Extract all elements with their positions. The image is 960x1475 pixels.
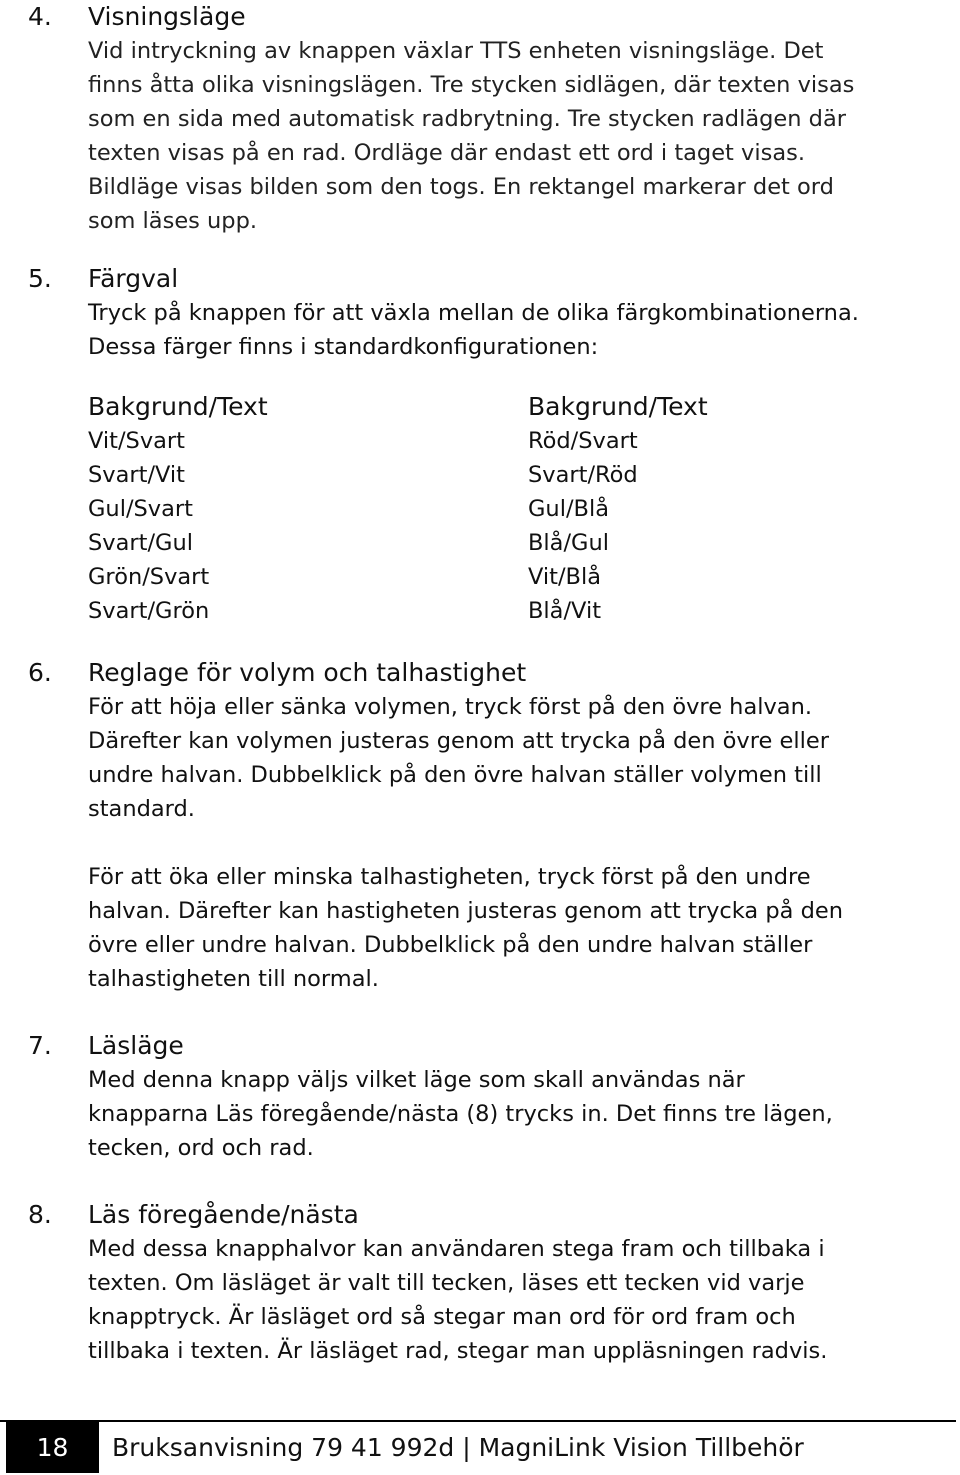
body-line: som läses upp. xyxy=(88,208,258,234)
color-column-left xyxy=(88,390,268,628)
body-line: För att höja eller sänka volymen, tryck först på den övre halvan. xyxy=(88,694,812,720)
section-title: Reglage för volym och talhastighet xyxy=(88,658,527,687)
footer-title: Bruksanvisning 79 41 992d | MagniLink Vision Tillbehör xyxy=(112,1433,804,1462)
list-item: Svart/Vit xyxy=(88,462,186,488)
body-line: Med denna knapp väljs vilket läge som skall användas när xyxy=(88,1067,745,1093)
body-line: övre eller undre halvan. Dubbelklick på den undre halvan ställer xyxy=(88,932,813,958)
body-line: knapptryck. Är läsläget ord så stegar man ord för ord fram och xyxy=(88,1304,796,1330)
body-line: Därefter kan volymen justeras genom att trycka på den övre eller xyxy=(88,728,829,754)
section-number: 5. xyxy=(28,264,52,293)
section-number: 7. xyxy=(28,1031,52,1060)
list-item: Svart/Röd xyxy=(528,462,638,488)
list-item: Vit/Blå xyxy=(528,564,602,590)
section-title: Visningsläge xyxy=(88,2,246,31)
list-item: Röd/Svart xyxy=(528,428,638,454)
body-line: tecken, ord och rad. xyxy=(88,1135,314,1161)
column-header: Bakgrund/Text xyxy=(528,392,708,421)
body-line: Vid intryckning av knappen växlar TTS enheten visningsläge. Det xyxy=(88,38,824,64)
section-content xyxy=(88,1029,948,1165)
body-line: halvan. Därefter kan hastigheten justeras genom att trycka på den xyxy=(88,898,843,924)
body-line: tillbaka i texten. Är läsläget rad, stegar man uppläsningen radvis. xyxy=(88,1338,828,1364)
color-column-right xyxy=(528,390,708,628)
section-number: 4. xyxy=(28,2,52,31)
list-item: Svart/Grön xyxy=(88,598,210,624)
list-item: Svart/Gul xyxy=(88,530,193,556)
list-item: Vit/Svart xyxy=(88,428,186,454)
list-item: Blå/Vit xyxy=(528,598,602,624)
section-title: Läs föregående/nästa xyxy=(88,1200,359,1229)
list-item: Grön/Svart xyxy=(88,564,210,590)
list-item: Blå/Gul xyxy=(528,530,610,556)
section-content xyxy=(88,0,948,238)
section-title: Läsläge xyxy=(88,1031,184,1060)
section-number: 6. xyxy=(28,658,52,687)
list-item: Gul/Blå xyxy=(528,496,610,522)
body-line: Bildläge visas bilden som den togs. En rektangel markerar det ord xyxy=(88,174,834,200)
body-line: Med dessa knapphalvor kan användaren stega fram och tillbaka i xyxy=(88,1236,825,1262)
body-line: undre halvan. Dubbelklick på den övre halvan ställer volymen till xyxy=(88,762,822,788)
body-line: För att öka eller minska talhastigheten, tryck först på den undre xyxy=(88,864,811,890)
page-number: 18 xyxy=(6,1422,99,1473)
body-line: talhastigheten till normal. xyxy=(88,966,379,992)
section-title: Färgval xyxy=(88,264,179,293)
body-line: Tryck på knappen för att växla mellan de olika färgkombinationerna. xyxy=(88,300,859,326)
body-line: finns åtta olika visningslägen. Tre stycken sidlägen, där texten visas xyxy=(88,72,855,98)
section-content xyxy=(88,656,948,996)
body-line: texten visas på en rad. Ordläge där endast ett ord i taget visas. xyxy=(88,140,805,166)
page-footer xyxy=(0,1420,960,1475)
body-line: som en sida med automatisk radbrytning. Tre stycken radlägen där xyxy=(88,106,846,132)
body-line: standard. xyxy=(88,796,195,822)
column-header: Bakgrund/Text xyxy=(88,392,268,421)
body-line: knapparna Läs föregående/nästa (8) trycks in. Det finns tre lägen, xyxy=(88,1101,833,1127)
section-content xyxy=(88,1198,948,1368)
body-line: texten. Om läsläget är valt till tecken, läses ett tecken vid varje xyxy=(88,1270,805,1296)
section-number: 8. xyxy=(28,1200,52,1229)
body-line: Dessa färger finns i standardkonfigurationen: xyxy=(88,334,599,360)
section-content xyxy=(88,262,948,364)
list-item: Gul/Svart xyxy=(88,496,193,522)
